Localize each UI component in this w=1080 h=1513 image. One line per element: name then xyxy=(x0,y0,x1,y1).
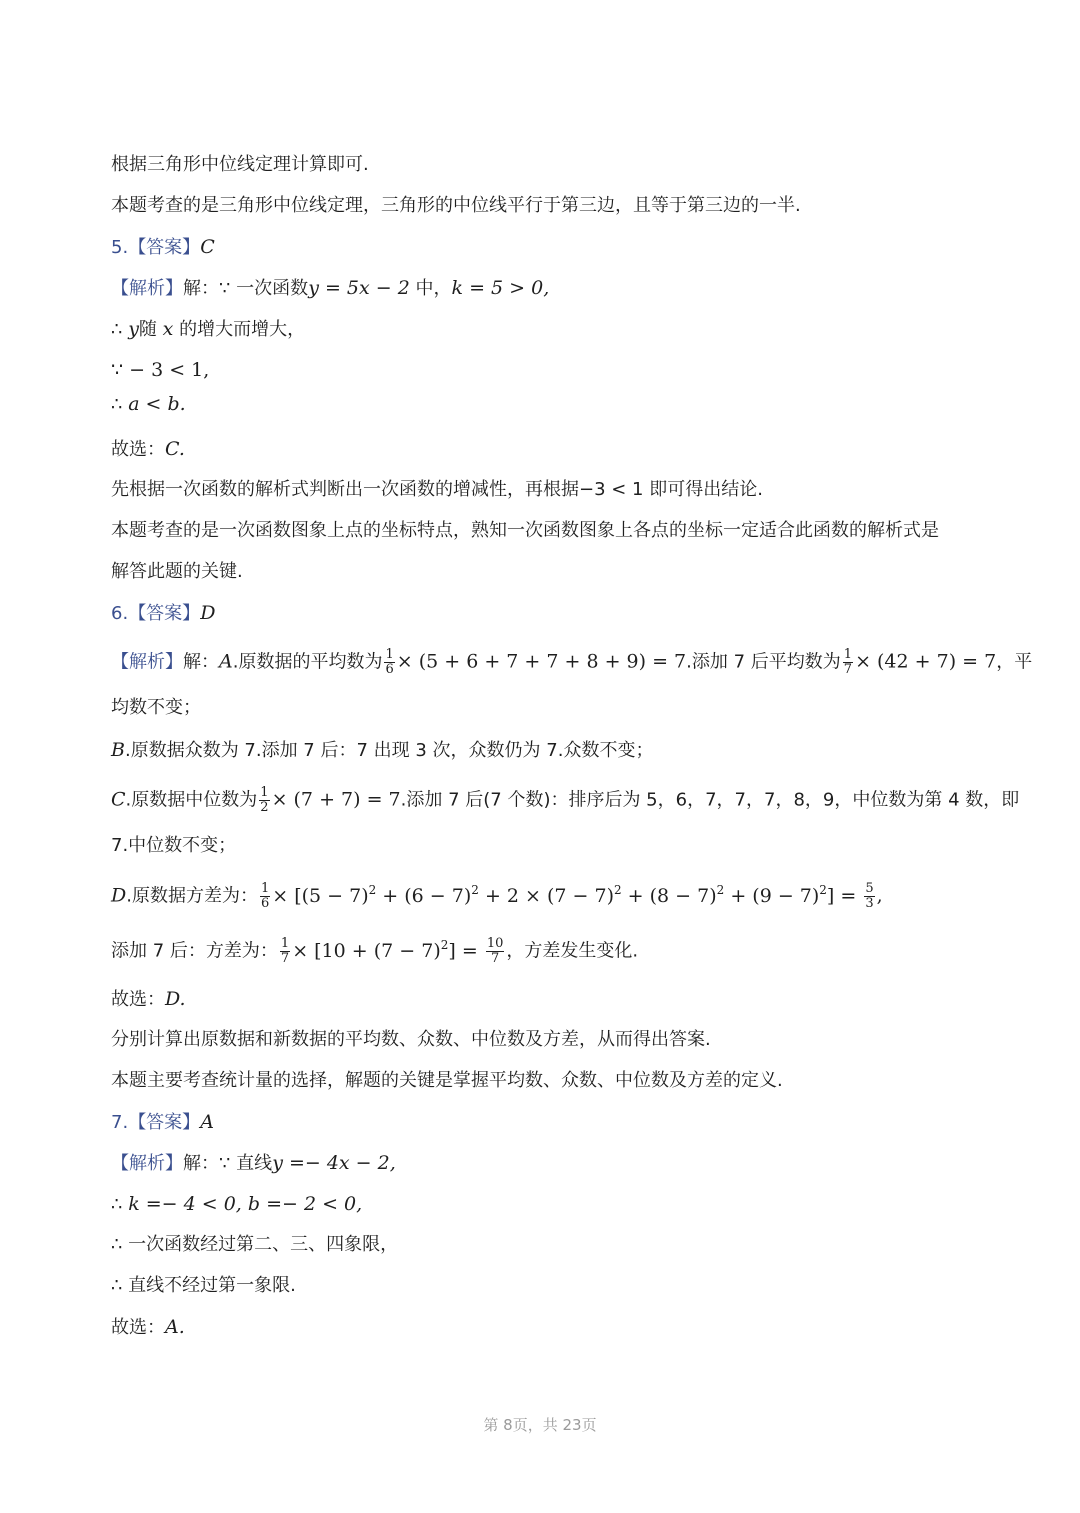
formula-part: + 2 × (7 − 7) xyxy=(478,884,614,907)
var-y: y xyxy=(128,318,139,340)
answer-tag: 【答案】 xyxy=(128,603,201,624)
formula: a < b. xyxy=(128,393,186,415)
text: 解：∵ 一次函数 xyxy=(183,278,309,299)
fraction xyxy=(260,882,270,911)
analysis-line xyxy=(111,391,980,418)
answer-tag: 【答案】 xyxy=(128,237,201,258)
answer-value: A xyxy=(200,1111,214,1133)
question-6-answer xyxy=(111,600,980,627)
formula: × (5 + 6 + 7 + 7 + 8 + 9) = 7 xyxy=(396,650,687,673)
denominator: 6 xyxy=(385,662,394,677)
choice: D. xyxy=(165,988,186,1010)
formula: ∵ − 3 < 1, xyxy=(111,359,210,381)
exponent: 2 xyxy=(440,937,449,952)
numerator: 10 xyxy=(486,936,504,951)
text-line xyxy=(111,1027,980,1053)
variance-formula xyxy=(272,882,863,907)
sentence: 解答此题的关键. xyxy=(111,561,243,582)
text: 中， xyxy=(409,278,452,299)
fraction xyxy=(864,882,874,911)
analysis-tag: 【解析】 xyxy=(111,278,183,299)
analysis-tag: 【解析】 xyxy=(111,651,183,673)
formula-part: + (6 − 7) xyxy=(376,884,472,907)
analysis-line xyxy=(111,882,980,911)
exponent: 2 xyxy=(471,882,479,897)
variance-formula xyxy=(292,937,484,962)
text-line xyxy=(111,193,980,219)
fraction xyxy=(259,786,269,815)
text: 解： xyxy=(183,651,219,673)
text: .原数据中位数为 xyxy=(125,789,258,811)
formula: k =− 4 < 0, b =− 2 < 0, xyxy=(128,1193,363,1215)
formula-part: ] = xyxy=(448,939,484,962)
text: ∴ 直线不经过第一象限. xyxy=(111,1275,296,1296)
option-label: A xyxy=(219,650,233,673)
text: 均数不变； xyxy=(111,697,201,718)
therefore-symbol: ∴ xyxy=(111,1194,129,1215)
sentence: 本题主要考查统计量的选择，解题的关键是掌握平均数、众数、中位数及方差的定义. xyxy=(111,1070,783,1091)
analysis-line xyxy=(111,1232,980,1258)
sentence: 根据三角形中位线定理计算即可. xyxy=(111,154,369,175)
text: .原数据众数为 7.添加 7 后：7 出现 3 次，众数仍为 7.众数不变； xyxy=(124,740,654,761)
question-number: 7. xyxy=(111,1112,129,1133)
therefore-symbol: ∴ xyxy=(111,319,129,340)
text: ，方差发生变化. xyxy=(506,940,639,962)
text: ，平 xyxy=(996,651,1033,673)
text: .原数据方差为： xyxy=(126,885,258,907)
text: 的增大而增大， xyxy=(173,319,306,340)
numerator: 1 xyxy=(280,936,290,951)
formula-part: + (8 − 7) xyxy=(621,884,717,907)
numerator: 1 xyxy=(843,647,853,662)
denominator: 7 xyxy=(490,951,500,966)
sentence: 本题考查的是三角形中位线定理，三角形的中位线平行于第三边，且等于第三边的一半. xyxy=(111,195,801,216)
formula-part: ] = xyxy=(826,884,863,907)
text: .添加 7 后(7 个数)：排序后为 5，6，7，7，7，8，9，中位数为第 4 数，即 xyxy=(400,789,1020,811)
answer-tag: 【答案】 xyxy=(128,1112,201,1133)
text-line xyxy=(111,1068,980,1094)
text: 添加 7 后：方差为： xyxy=(111,940,278,962)
therefore-symbol: ∴ xyxy=(111,394,129,415)
question-7-answer xyxy=(111,1109,980,1136)
text: 故选： xyxy=(111,989,165,1010)
analysis-line xyxy=(111,1314,980,1341)
question-5-answer xyxy=(111,234,980,261)
sentence: 本题考查的是一次函数图象上点的坐标特点，熟知一次函数图象上各点的坐标一定适合此函数的解析式是 xyxy=(111,520,939,541)
option-label: B xyxy=(111,739,125,761)
text-line xyxy=(111,518,980,544)
analysis-line xyxy=(111,986,980,1013)
text: .原数据的平均数为 xyxy=(232,651,383,673)
option-label: D xyxy=(111,884,127,907)
text-line xyxy=(111,477,980,503)
analysis-tag: 【解析】 xyxy=(111,1153,183,1174)
formula: y =− 4x − 2, xyxy=(272,1152,396,1174)
page-footer: 第 8页，共 23页 xyxy=(483,1416,597,1434)
analysis-line xyxy=(111,316,980,343)
text-line xyxy=(111,559,980,585)
analysis-line xyxy=(111,937,980,966)
numerator: 5 xyxy=(865,881,874,896)
exponent: 2 xyxy=(614,882,622,897)
formula-part: + (9 − 7) xyxy=(724,884,820,907)
text: , xyxy=(876,884,883,907)
numerator: 1 xyxy=(260,881,270,896)
analysis-line xyxy=(111,436,980,463)
fraction xyxy=(486,937,505,966)
text: 故选： xyxy=(111,439,165,460)
option-label: C xyxy=(111,788,126,811)
text: ∴ 一次函数经过第二、三、四象限， xyxy=(111,1234,399,1255)
formula-part: × [(5 − 7) xyxy=(272,884,369,907)
analysis-line xyxy=(111,737,980,764)
sentence: 先根据一次函数的解析式判断出一次函数的增减性，再根据−3 < 1 即可得出结论. xyxy=(111,479,763,500)
fraction xyxy=(280,937,290,966)
answer-value: D xyxy=(200,602,216,624)
fraction xyxy=(843,648,853,677)
analysis-line xyxy=(111,785,1020,815)
formula: × (7 + 7) = 7 xyxy=(271,788,401,811)
text: 解：∵ 直线 xyxy=(183,1153,273,1174)
formula: × (42 + 7) = 7 xyxy=(855,650,997,673)
denominator: 6 xyxy=(260,896,270,911)
formula: y = 5x − 2 xyxy=(308,277,410,299)
formula: k = 5 > 0, xyxy=(451,277,550,299)
fraction xyxy=(384,648,394,677)
text: 随 xyxy=(138,319,163,340)
analysis-line xyxy=(111,695,980,721)
denominator: 2 xyxy=(260,800,269,815)
denominator: 7 xyxy=(280,951,290,966)
text: .添加 7 后平均数为 xyxy=(686,651,841,673)
text: 7.中位数不变； xyxy=(111,835,237,856)
analysis-line xyxy=(111,1191,980,1218)
analysis-line xyxy=(111,1273,980,1299)
denominator: 7 xyxy=(843,662,853,677)
choice: A. xyxy=(165,1316,185,1338)
analysis-line xyxy=(111,275,980,302)
exponent: 2 xyxy=(368,882,377,897)
question-number: 5. xyxy=(111,237,129,258)
text-line xyxy=(111,152,980,178)
analysis-line xyxy=(111,1150,980,1177)
answer-value: C xyxy=(200,236,215,258)
analysis-line xyxy=(111,647,1033,677)
text: 故选： xyxy=(111,1317,165,1338)
analysis-line xyxy=(111,833,980,859)
analysis-line xyxy=(111,357,980,384)
numerator: 1 xyxy=(385,647,394,662)
sentence: 分别计算出原数据和新数据的平均数、众数、中位数及方差，从而得出答案. xyxy=(111,1029,711,1050)
formula-part: × [10 + (7 − 7) xyxy=(292,939,441,962)
exponent: 2 xyxy=(819,882,827,897)
question-number: 6. xyxy=(111,603,129,624)
var-x: x xyxy=(162,318,174,340)
choice: C. xyxy=(165,438,185,460)
denominator: 3 xyxy=(865,896,874,911)
exponent: 2 xyxy=(716,882,725,897)
numerator: 1 xyxy=(260,785,269,800)
